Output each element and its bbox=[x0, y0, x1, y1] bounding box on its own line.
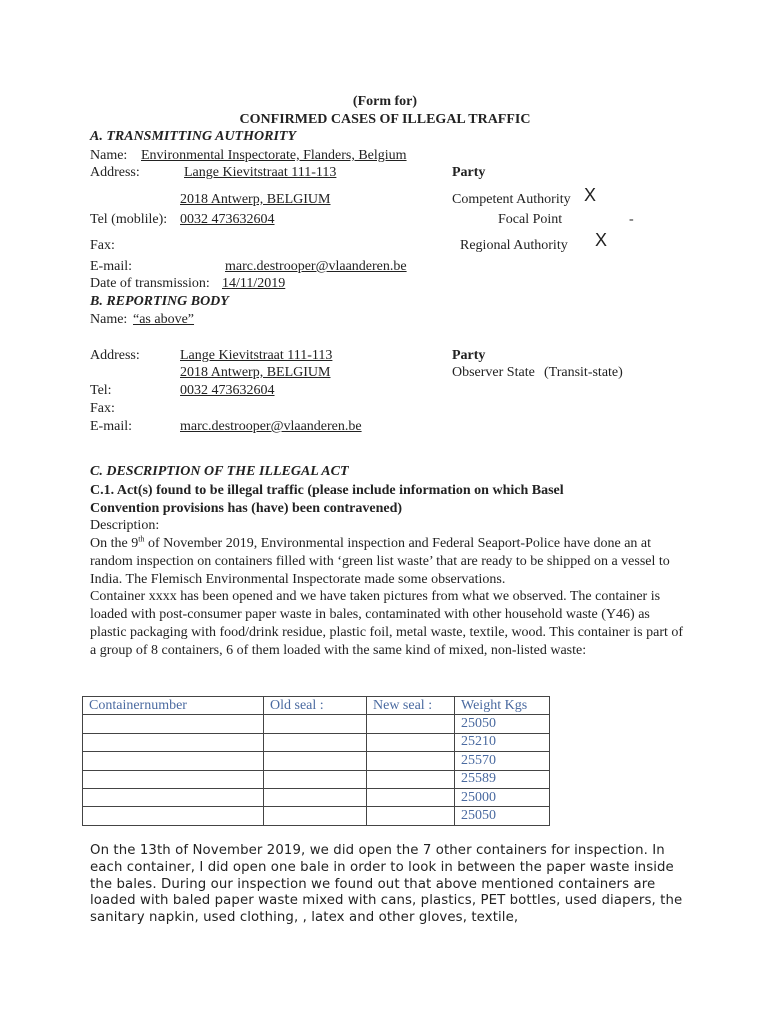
section-b-heading: B. REPORTING BODY bbox=[90, 294, 229, 309]
weight-cell: 25589 bbox=[455, 770, 550, 788]
competent-authority-label: Competent Authority bbox=[452, 192, 571, 207]
b-email-value[interactable]: marc.destrooper@vlaanderen.be bbox=[180, 419, 362, 434]
table-header-row bbox=[83, 697, 550, 715]
b-email-label: E-mail: bbox=[90, 419, 132, 434]
b-fax-label: Fax: bbox=[90, 401, 115, 416]
table-row bbox=[83, 807, 550, 825]
col-header-containernumber: Containernumber bbox=[83, 697, 264, 715]
weight-cell: 25050 bbox=[455, 715, 550, 733]
competent-authority-mark: X bbox=[584, 185, 597, 205]
weight-cell: 25210 bbox=[455, 733, 550, 751]
inspection-paragraph: On the 13th of November 2019, we did open the 7 other containers for inspection. In each container, I did open one bale in order to look in between the paper waste inside the bales. During our inspection we found out that above mentioned containers are loaded with baled paper waste mixed with cans, plastics, PET bottles, used diapers, the sanitary napkin, used clothing, , latex and other gloves, textile, bbox=[90, 843, 683, 926]
c1-heading-line2: Convention provisions has (have) been contravened) bbox=[90, 501, 403, 516]
observer-state-label: Observer State bbox=[452, 365, 535, 380]
a-tel-label: Tel (moblile): bbox=[90, 212, 168, 227]
a-name-value: Environmental Inspectorate, Flanders, Belgium bbox=[141, 148, 407, 163]
description-text bbox=[90, 535, 686, 660]
table-row bbox=[83, 715, 550, 733]
date-value: 14/11/2019 bbox=[222, 276, 286, 291]
weight-cell: 25570 bbox=[455, 752, 550, 770]
weight-cell: 25000 bbox=[455, 788, 550, 806]
weight-cell: 25050 bbox=[455, 807, 550, 825]
description-para-1: On the 9th of November 2019, Environmental inspection and Federal Seaport-Police have done an at random inspection on containers filled with ‘green list waste’ that are ready to be shipped on a vessel to India. The Flemisch Environmental Inspectorate made some observations. bbox=[90, 534, 670, 587]
a-tel-value: 0032 473632604 bbox=[180, 212, 275, 227]
table-row bbox=[83, 770, 550, 788]
section-c-heading: C. DESCRIPTION OF THE ILLEGAL ACT bbox=[90, 464, 349, 479]
focal-point-mark: - bbox=[629, 212, 634, 227]
b-address-line1: Lange Kievitstraat 111-113 bbox=[180, 348, 333, 363]
col-header-weight: Weight Kgs bbox=[455, 697, 550, 715]
c1-heading-line1: C.1. Act(s) found to be illegal traffic (please include information on which Basel bbox=[90, 483, 564, 498]
col-header-new-seal: New seal : bbox=[367, 697, 455, 715]
a-address-label: Address: bbox=[90, 165, 140, 180]
b-address-line2: 2018 Antwerp, BELGIUM bbox=[180, 365, 331, 380]
description-para-2: Container xxxx has been opened and we have taken pictures from what we observed. The container is loaded with post-consumer paper waste in bales, contaminated with other household waste (Y46) as plastic packaging with food/drink residue, plastic foil, metal waste, textile, wood. This container is part of a group of 8 containers, 6 of them loaded with the same kind of mixed, non-listed waste: bbox=[90, 589, 684, 658]
a-email-value[interactable]: marc.destrooper@vlaanderen.be bbox=[225, 259, 407, 274]
b-name-label: Name: bbox=[90, 312, 128, 327]
a-address-line1: Lange Kievitstraat 111-113 bbox=[184, 165, 337, 180]
b-tel-label: Tel: bbox=[90, 383, 112, 398]
section-a-heading: A. TRANSMITTING AUTHORITY bbox=[90, 129, 297, 144]
a-email-label: E-mail: bbox=[90, 259, 132, 274]
page-title: CONFIRMED CASES OF ILLEGAL TRAFFIC bbox=[239, 112, 531, 127]
b-address-label: Address: bbox=[90, 348, 140, 363]
a-address-line2: 2018 Antwerp, BELGIUM bbox=[180, 192, 331, 207]
focal-point-label: Focal Point bbox=[498, 212, 563, 227]
a-name-label: Name: bbox=[90, 148, 128, 163]
transit-state-label: (Transit-state) bbox=[544, 365, 623, 380]
regional-authority-mark: X bbox=[595, 230, 608, 250]
regional-authority-label: Regional Authority bbox=[460, 238, 568, 253]
col-header-old-seal: Old seal : bbox=[264, 697, 367, 715]
a-fax-label: Fax: bbox=[90, 238, 115, 253]
table-row bbox=[83, 788, 550, 806]
b-name-value: “as above” bbox=[133, 312, 195, 327]
b-tel-value: 0032 473632604 bbox=[180, 383, 275, 398]
table-row bbox=[83, 733, 550, 751]
date-label: Date of transmission: bbox=[90, 276, 210, 291]
container-table bbox=[82, 696, 550, 826]
table-row bbox=[83, 752, 550, 770]
a-party-heading: Party bbox=[452, 165, 486, 180]
form-for-label: (Form for) bbox=[352, 94, 418, 109]
description-label: Description: bbox=[90, 518, 160, 533]
b-party-heading: Party bbox=[452, 348, 486, 363]
